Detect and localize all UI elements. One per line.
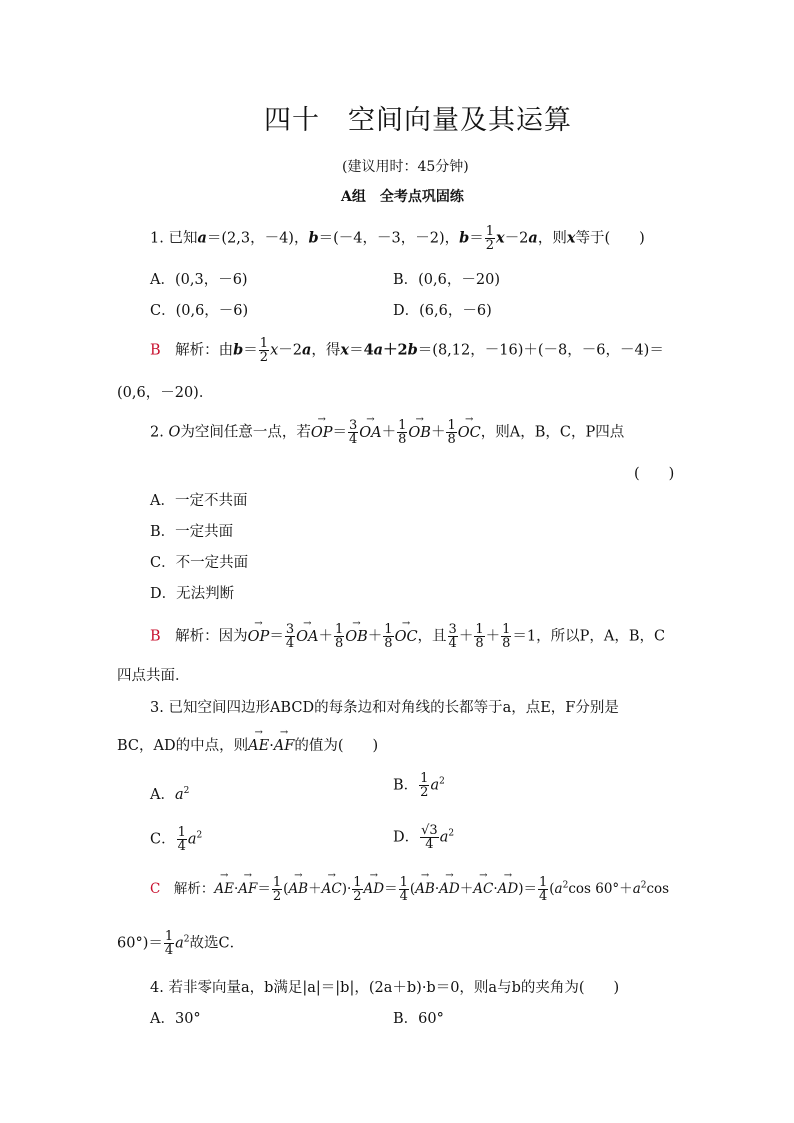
question-3-option-b: B． $\frac{1}{2}$ $a^2$ [393, 771, 445, 800]
question-2-option-d: D．无法判断 [150, 586, 235, 602]
question-3-analysis: C 解析：→ AE·→ AF＝ $\frac{1}{2}$ (→ AB＋→ AC)· $\frac{1}{2}$ → AD＝ $\frac{1}{4}$ (→ AB·→ AD＋→ AC·→ AD)＝ $\frac{1}{4}$ ($a^2\cos$ $60^\circ+a^2\cos$ [150, 876, 669, 903]
question-1-option-d: D．(6,6，－6) [393, 303, 492, 319]
question-2-analysis-tail: 四点共面． [117, 668, 190, 684]
question-2-option-a: A．一定不共面 [150, 493, 248, 509]
question-1-analysis: B 解析：由b＝ $\frac{1}{2}$ x－2a，得x＝4a＋2b＝(8,12，－16)＋(－8，－6，－4)＝ [150, 336, 664, 365]
question-4-option-a: A．30° [150, 1011, 201, 1027]
question-3-stem-line2: BC，AD的中点，则→ AE·→ AF的值为( ) [117, 734, 378, 755]
question-1-option-c: C．(0,6，－6) [150, 303, 249, 319]
question-2-option-b: B．一定共面 [150, 524, 234, 540]
group-heading: A组 全考点巩固练 [341, 189, 464, 205]
question-2-answer-paren: ( ) [634, 466, 675, 482]
answer-letter: B [150, 342, 161, 359]
question-2-stem: 2. O为空间任意一点，若→ OP＝ $\frac{3}{4}$ → OA＋ $\frac{1}{8}$ → OB＋ $\frac{1}{8}$ → OC，则A，B，C，P四点 [150, 419, 624, 446]
question-3-analysis-tail: 60°)＝ $\frac{1}{4}$ $a^2$故选C． [117, 929, 245, 958]
question-3-option-d: D． $\frac{√3}{4}$ $a^2$ [393, 823, 455, 852]
question-2-analysis: B 解析：因为→ OP＝ $\frac{3}{4}$ → OA＋ $\frac{1}{8}$ → OB＋ $\frac{1}{8}$ → OC，且 $\frac{3}{4}$ ＋ $\frac{1}{8}$ ＋ $\frac{1}{8}$ ＝1，所以P，A，B，C [150, 623, 665, 650]
time-suggestion: (建议用时：45分钟) [342, 159, 469, 175]
question-1-option-a: A．(0,3，－6) [150, 272, 248, 288]
question-2-option-c: C．不一定共面 [150, 555, 249, 571]
question-3-option-a: A．$a^2$ [150, 786, 190, 803]
question-3-option-c: C． $\frac{1}{4}$ $a^2$ [150, 825, 203, 854]
question-4-option-b: B．60° [393, 1011, 444, 1027]
question-4-stem: 4. 若非零向量a，b满足|a|＝|b|，(2a＋b)·b＝0，则a与b的夹角为( ) [150, 980, 620, 996]
question-1-stem: 1. 已知a＝(2,3，－4)，b＝(－4，－3，－2)，b＝ $\frac{1}{2}$ x－2a，则x等于( ) [150, 224, 645, 253]
question-1-analysis-tail: (0,6，－20)． [117, 385, 214, 401]
page-title: 四十 空间向量及其运算 [264, 105, 572, 136]
answer-letter: B [150, 628, 161, 645]
question-3-stem-line1: 3. 已知空间四边形ABCD的每条边和对角线的长都等于a，点E，F分别是 [150, 700, 619, 716]
answer-letter: C [150, 881, 161, 897]
question-1-option-b: B．(0,6，－20) [393, 272, 500, 288]
